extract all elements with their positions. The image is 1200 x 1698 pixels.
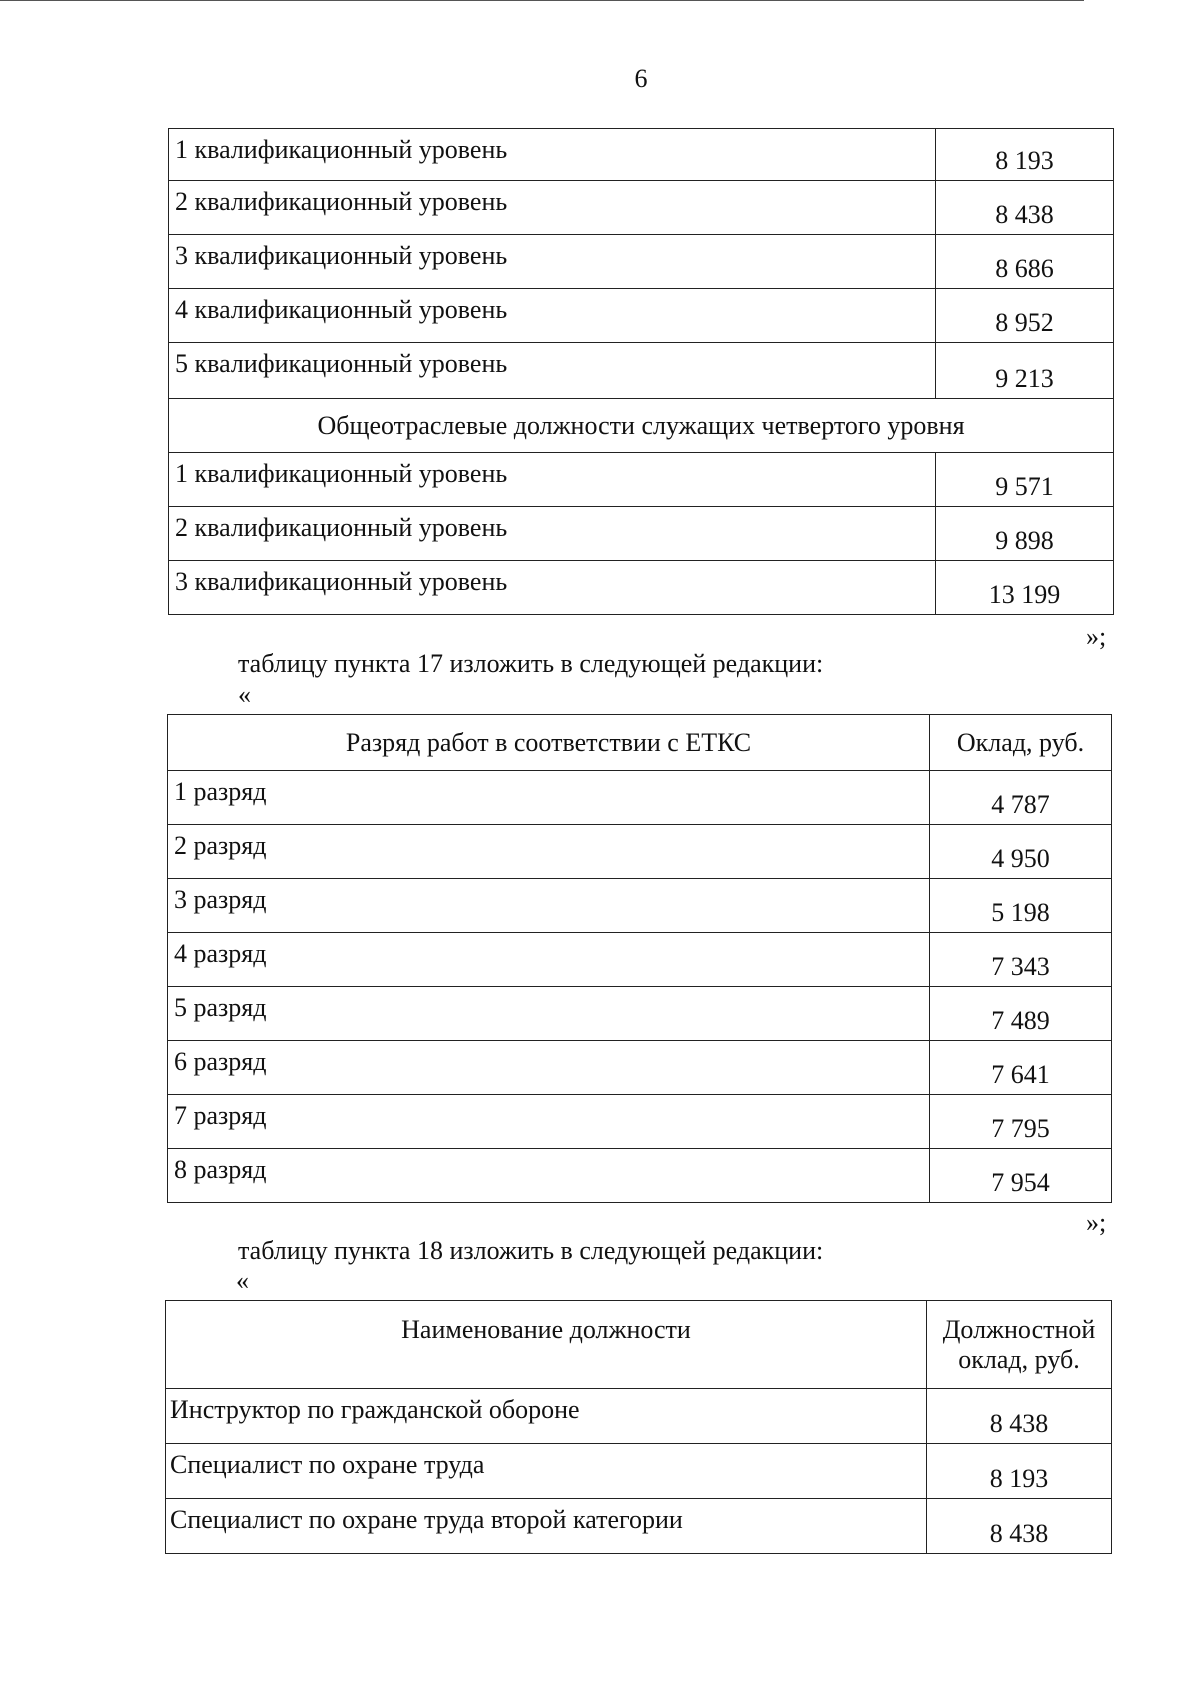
row-name: 4 разряд: [168, 933, 930, 987]
row-value: 13 199: [936, 561, 1114, 615]
row-value: 8 952: [936, 289, 1114, 343]
row-name: 6 разряд: [168, 1041, 930, 1095]
table-row: [168, 987, 1112, 1041]
row-name: 3 квалификационный уровень: [169, 235, 936, 289]
row-value: 8 193: [927, 1444, 1112, 1499]
page-number: 6: [634, 64, 648, 93]
row-name: 1 квалификационный уровень: [169, 453, 936, 507]
table-row: [166, 1389, 1112, 1444]
table-row: [168, 825, 1112, 879]
row-name: 8 разряд: [168, 1149, 930, 1203]
row-value: 8 438: [927, 1389, 1112, 1444]
paragraph-item-18: таблицу пункта 18 изложить в следующей редакции:: [238, 1236, 824, 1265]
row-name: 2 квалификационный уровень: [169, 181, 936, 235]
table-row: [169, 453, 1114, 507]
table-row: [168, 1041, 1112, 1095]
row-value: 8 686: [936, 235, 1114, 289]
table-row: [169, 343, 1114, 399]
table-row: [169, 289, 1114, 343]
closing-quote: »;: [1086, 1208, 1107, 1237]
row-value: 9 213: [936, 343, 1114, 399]
header-position: Наименование должности: [166, 1301, 927, 1389]
header-salary-line-2: оклад, руб.: [958, 1344, 1080, 1374]
row-value: 7 795: [930, 1095, 1112, 1149]
work-grades-table: [167, 714, 1112, 1203]
positions-table: [165, 1300, 1112, 1554]
row-value: 7 343: [930, 933, 1112, 987]
header-salary-line-1: Должностной: [942, 1314, 1096, 1344]
table-row: [168, 933, 1112, 987]
header-official-salary: [927, 1301, 1112, 1389]
row-value: 4 787: [930, 771, 1112, 825]
table-row: [168, 1149, 1112, 1203]
table-header-row: [166, 1301, 1112, 1389]
row-value: 8 438: [936, 181, 1114, 235]
table-row: [169, 507, 1114, 561]
row-name: 2 разряд: [168, 825, 930, 879]
row-name: 1 квалификационный уровень: [169, 129, 936, 181]
table-row: [166, 1499, 1112, 1554]
table-row: [169, 235, 1114, 289]
paragraph-item-17: таблицу пункта 17 изложить в следующей редакции:: [238, 649, 824, 678]
row-name: 3 квалификационный уровень: [169, 561, 936, 615]
row-name: 7 разряд: [168, 1095, 930, 1149]
row-value: 7 641: [930, 1041, 1112, 1095]
row-value: 8 193: [936, 129, 1114, 181]
header-salary: Оклад, руб.: [930, 715, 1112, 771]
row-name: Инструктор по гражданской обороне: [166, 1389, 927, 1444]
table-row: [169, 129, 1114, 181]
table-row: [168, 771, 1112, 825]
row-name: 5 разряд: [168, 987, 930, 1041]
table-row: [169, 561, 1114, 615]
top-edge-rule: [0, 0, 1084, 1]
row-value: 7 489: [930, 987, 1112, 1041]
qualification-levels-table: [168, 128, 1114, 615]
row-name: 5 квалификационный уровень: [169, 343, 936, 399]
group-heading-row: [169, 399, 1114, 453]
table-row: [166, 1444, 1112, 1499]
row-value: 5 198: [930, 879, 1112, 933]
table-row: [168, 879, 1112, 933]
table-row: [169, 181, 1114, 235]
row-value: 4 950: [930, 825, 1112, 879]
row-name: 3 разряд: [168, 879, 930, 933]
opening-quote: «: [236, 1266, 249, 1295]
group-heading: Общеотраслевые должности служащих четвертого уровня: [169, 399, 1114, 453]
row-value: 9 571: [936, 453, 1114, 507]
opening-quote: «: [238, 680, 251, 709]
row-value: 7 954: [930, 1149, 1112, 1203]
row-value: 8 438: [927, 1499, 1112, 1554]
row-name: 2 квалификационный уровень: [169, 507, 936, 561]
header-grade: Разряд работ в соответствии с ЕТКС: [168, 715, 930, 771]
row-name: 1 разряд: [168, 771, 930, 825]
row-name: 4 квалификационный уровень: [169, 289, 936, 343]
row-name: Специалист по охране труда второй категории: [166, 1499, 927, 1554]
table-header-row: [168, 715, 1112, 771]
table-row: [168, 1095, 1112, 1149]
row-value: 9 898: [936, 507, 1114, 561]
row-name: Специалист по охране труда: [166, 1444, 927, 1499]
closing-quote: »;: [1086, 622, 1107, 651]
